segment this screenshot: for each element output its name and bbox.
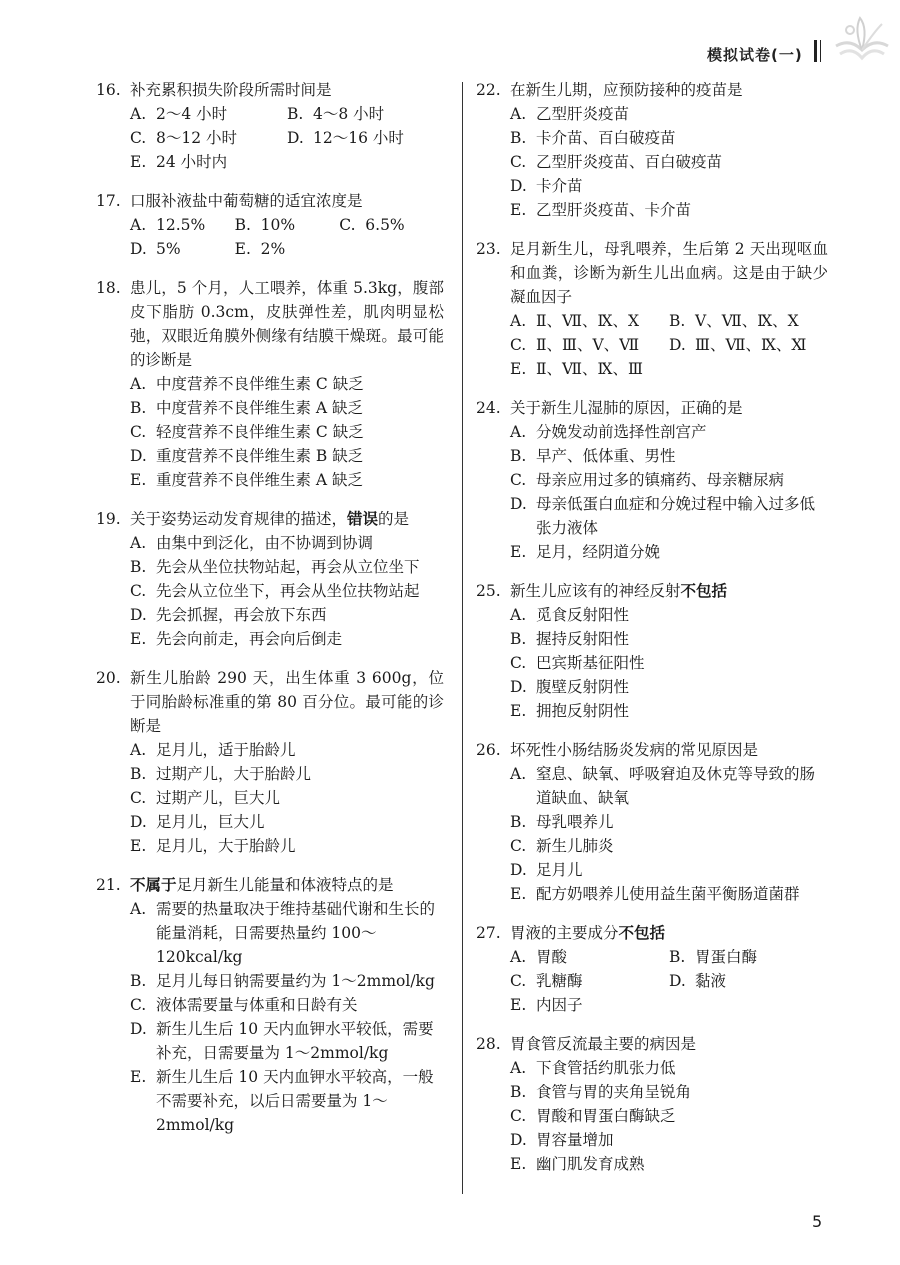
option-letter: B.	[234, 216, 251, 234]
option-text: 乙型肝炎疫苗、卡介苗	[536, 201, 692, 219]
question-text	[130, 189, 444, 213]
option-item	[510, 198, 828, 222]
emphasis-keyword: 不包括	[618, 924, 666, 942]
question-text-segment: 坏死性小肠结肠炎发病的常见原因是	[510, 741, 759, 759]
emphasis-keyword: 不包括	[680, 582, 728, 600]
option-item	[510, 150, 828, 174]
option-text: Ⅱ、Ⅶ、Ⅸ、Ⅲ	[536, 360, 643, 378]
option-item	[130, 372, 444, 396]
option-letter: C.	[510, 1107, 527, 1125]
option-item	[130, 102, 287, 126]
option-letter: B.	[130, 399, 147, 417]
emphasis-keyword: 不属于	[130, 876, 177, 894]
option-text: 胃酸和胃蛋白酶缺乏	[536, 1107, 676, 1125]
option-text: 幽门肌发育成熟	[536, 1155, 645, 1173]
question-text	[130, 507, 444, 531]
question-block	[476, 738, 828, 906]
option-text: 重度营养不良伴维生素 B 缺乏	[156, 447, 364, 465]
option-text: 母亲低蛋白血症和分娩过程中输入过多低张力液体	[536, 495, 816, 537]
question-text	[130, 276, 444, 372]
option-item	[130, 531, 444, 555]
option-text: 母亲应用过多的镇痛药、母亲糖尿病	[536, 471, 785, 489]
option-letter: A.	[510, 1059, 527, 1077]
option-text: 足月儿，大于胎龄儿	[156, 837, 296, 855]
option-letter: D.	[130, 1020, 147, 1038]
option-item	[510, 444, 828, 468]
question-text-segment: 关于新生儿湿肺的原因，正确的是	[510, 399, 743, 417]
option-item	[510, 1128, 828, 1152]
option-text: 内因子	[536, 996, 583, 1014]
option-letter: E.	[510, 885, 527, 903]
option-letter: D.	[669, 972, 686, 990]
option-item	[130, 969, 444, 993]
option-text: 胃容量增加	[536, 1131, 614, 1149]
question-number: 28.	[476, 1035, 501, 1053]
option-letter: B.	[669, 312, 686, 330]
option-item	[510, 102, 828, 126]
option-letter: E.	[130, 471, 147, 489]
option-letter: B.	[130, 558, 147, 576]
option-item	[510, 762, 828, 810]
option-item	[510, 969, 669, 993]
option-item	[339, 213, 444, 237]
option-letter: B.	[130, 972, 147, 990]
option-list	[96, 372, 444, 492]
question-block	[476, 1032, 828, 1176]
question-block	[476, 78, 828, 222]
option-text: 先会从坐位扶物站起，再会从立位坐下	[156, 558, 420, 576]
option-letter: A.	[130, 534, 147, 552]
question-text-segment: 足月新生儿能量和体液特点的是	[176, 876, 394, 894]
question-text	[130, 873, 444, 897]
question-number: 23.	[476, 240, 501, 258]
option-item	[130, 897, 444, 969]
option-text: 12.5%	[156, 216, 206, 234]
option-text: 胃酸	[536, 948, 568, 966]
question-block	[476, 237, 828, 381]
option-letter: A.	[510, 312, 527, 330]
question-text-segment: 补充累积损失阶段所需时间是	[130, 81, 332, 99]
emphasis-keyword: 错误	[347, 510, 379, 528]
right-column	[476, 78, 828, 1191]
question-text-segment: 新生儿应该有的神经反射	[510, 582, 681, 600]
option-letter: C.	[130, 129, 147, 147]
option-text: 5%	[156, 240, 181, 258]
option-text: Ⅱ、Ⅲ、Ⅴ、Ⅶ	[536, 336, 640, 354]
question-number: 16.	[96, 81, 121, 99]
question-number: 24.	[476, 399, 501, 417]
option-text: 乳糖酶	[536, 972, 583, 990]
question-block	[476, 396, 828, 564]
option-text: Ⅴ、Ⅶ、Ⅸ、Ⅹ	[695, 312, 799, 330]
option-text: 过期产儿，巨大儿	[156, 789, 281, 807]
option-item	[510, 174, 828, 198]
option-letter: A.	[510, 423, 527, 441]
option-item	[130, 213, 235, 237]
question-number: 18.	[96, 279, 121, 297]
option-letter: D.	[510, 177, 527, 195]
option-letter: D.	[510, 678, 527, 696]
option-item	[130, 603, 444, 627]
question-block	[96, 666, 444, 858]
question-text-segment: 在新生儿期，应预防接种的疫苗是	[510, 81, 743, 99]
option-text: 4～8 小时	[313, 105, 385, 123]
option-item	[510, 309, 669, 333]
option-letter: D.	[130, 447, 147, 465]
option-list	[96, 213, 444, 261]
option-text: 轻度营养不良伴维生素 C 缺乏	[156, 423, 364, 441]
option-item	[510, 675, 828, 699]
option-text: 窒息、缺氧、呼吸窘迫及休克等导致的肠道缺血、缺氧	[536, 765, 816, 807]
option-letter: B.	[510, 129, 527, 147]
question-stem	[476, 738, 828, 762]
option-item	[130, 1065, 444, 1137]
option-letter: C.	[510, 471, 527, 489]
option-item	[510, 468, 828, 492]
option-letter: A.	[130, 741, 147, 759]
option-list	[96, 897, 444, 1137]
option-text: 新生儿生后 10 天内血钾水平较高，一般不需要补充，以后日需要量为 1～2mmol/kg	[156, 1068, 434, 1134]
question-text	[510, 237, 828, 309]
question-text	[510, 78, 828, 102]
option-item	[287, 102, 444, 126]
option-text: 中度营养不良伴维生素 C 缺乏	[156, 375, 364, 393]
book-logo-icon	[830, 10, 894, 68]
option-letter: E.	[510, 543, 527, 561]
option-text: 腹壁反射阴性	[536, 678, 630, 696]
option-text: 24 小时内	[156, 153, 228, 171]
option-letter: D.	[510, 1131, 527, 1149]
option-item	[510, 1104, 828, 1128]
option-item	[510, 540, 828, 564]
option-item	[287, 126, 444, 150]
option-item	[669, 969, 828, 993]
option-letter: C.	[339, 216, 356, 234]
option-item	[130, 786, 444, 810]
option-text: 先会抓握，再会放下东西	[156, 606, 327, 624]
option-text: 重度营养不良伴维生素 A 缺乏	[156, 471, 364, 489]
question-stem	[476, 78, 828, 102]
question-text-segment: 新生儿胎龄 290 天，出生体重 3 600g，位于同胎龄标准重的第 80 百分位。最可能的诊断是	[130, 669, 444, 735]
option-text: 先会向前走，再会向后倒走	[156, 630, 343, 648]
option-letter: A.	[510, 105, 527, 123]
option-letter: C.	[130, 789, 147, 807]
question-block	[476, 579, 828, 723]
question-text	[510, 738, 828, 762]
option-text: 黏液	[695, 972, 727, 990]
option-item	[510, 810, 828, 834]
option-item	[130, 1017, 444, 1065]
option-letter: A.	[510, 606, 527, 624]
option-letter: B.	[669, 948, 686, 966]
question-number: 27.	[476, 924, 501, 942]
question-text-segment: 胃液的主要成分	[510, 924, 619, 942]
question-stem	[96, 78, 444, 102]
option-letter: D.	[510, 861, 527, 879]
option-item	[510, 492, 828, 540]
option-item	[510, 333, 669, 357]
option-letter: B.	[510, 630, 527, 648]
option-letter: D.	[130, 606, 147, 624]
question-stem	[476, 921, 828, 945]
option-text: 食管与胃的夹角呈锐角	[536, 1083, 692, 1101]
option-letter: A.	[130, 375, 147, 393]
option-letter: E.	[130, 153, 147, 171]
option-text: 母乳喂养儿	[536, 813, 614, 831]
option-letter: D.	[287, 129, 304, 147]
option-letter: C.	[130, 423, 147, 441]
question-text	[510, 579, 828, 603]
option-list	[96, 102, 444, 174]
option-item	[130, 420, 444, 444]
option-item	[130, 834, 444, 858]
option-text: 12～16 小时	[313, 129, 404, 147]
question-number: 20.	[96, 669, 121, 687]
option-item	[510, 993, 669, 1017]
option-item	[510, 357, 669, 381]
option-text: Ⅲ、Ⅶ、Ⅸ、Ⅺ	[695, 336, 807, 354]
left-column	[96, 78, 444, 1152]
option-item	[510, 627, 828, 651]
question-number: 21.	[96, 876, 121, 894]
question-block	[96, 276, 444, 492]
option-text: 足月，经阴道分娩	[536, 543, 661, 561]
question-stem	[96, 873, 444, 897]
option-letter: E.	[234, 240, 251, 258]
option-letter: D.	[130, 813, 147, 831]
option-text: Ⅱ、Ⅶ、Ⅸ、Ⅹ	[536, 312, 640, 330]
question-stem	[96, 666, 444, 738]
option-item	[510, 699, 828, 723]
option-letter: A.	[130, 105, 147, 123]
option-item	[130, 237, 235, 261]
header-title: 模拟试卷(一)	[707, 46, 803, 64]
option-item	[510, 834, 828, 858]
option-letter: E.	[510, 702, 527, 720]
question-text-segment: 患儿，5 个月，人工喂养，体重 5.3kg，腹部皮下脂肪 0.3cm，皮肤弹性差，肌肉明显松弛，双眼近角膜外侧缘有结膜干燥斑。最可能的诊断是	[130, 279, 444, 369]
option-item	[669, 333, 828, 357]
option-letter: C.	[130, 582, 147, 600]
question-text	[130, 666, 444, 738]
option-item	[130, 468, 444, 492]
option-letter: E.	[510, 1155, 527, 1173]
question-stem	[96, 507, 444, 531]
option-letter: E.	[130, 1068, 147, 1086]
option-item	[510, 945, 669, 969]
option-item	[510, 1152, 828, 1176]
question-stem	[476, 1032, 828, 1056]
option-text: 卡介苗、百白破疫苗	[536, 129, 676, 147]
option-text: 拥抱反射阴性	[536, 702, 630, 720]
option-letter: D.	[669, 336, 686, 354]
option-letter: C.	[510, 972, 527, 990]
option-item	[235, 237, 340, 261]
option-text: 握持反射阳性	[536, 630, 630, 648]
option-text: 8～12 小时	[156, 129, 238, 147]
question-stem	[96, 189, 444, 213]
option-text: 觅食反射阳性	[536, 606, 630, 624]
question-number: 22.	[476, 81, 501, 99]
option-item	[235, 213, 340, 237]
question-block	[476, 921, 828, 1017]
option-letter: B.	[510, 813, 527, 831]
option-text: 乙型肝炎疫苗、百白破疫苗	[536, 153, 723, 171]
option-letter: E.	[130, 630, 147, 648]
page-number: 5	[812, 1212, 823, 1231]
option-item	[510, 126, 828, 150]
question-text	[510, 1032, 828, 1056]
question-stem	[476, 579, 828, 603]
option-text: 胃蛋白酶	[695, 948, 758, 966]
question-text-segment: 的是	[378, 510, 410, 528]
option-item	[510, 1080, 828, 1104]
option-list	[476, 309, 828, 381]
option-item	[130, 810, 444, 834]
option-letter: C.	[510, 837, 527, 855]
option-text: 下食管括约肌张力低	[536, 1059, 676, 1077]
question-block	[96, 507, 444, 651]
question-text-segment: 关于姿势运动发育规律的描述，	[130, 510, 348, 528]
option-item	[510, 1056, 828, 1080]
question-text	[510, 396, 828, 420]
option-item	[130, 993, 444, 1017]
option-item	[130, 444, 444, 468]
question-text-segment: 胃食管反流最主要的病因是	[510, 1035, 697, 1053]
option-text: 过期产儿，大于胎龄儿	[156, 765, 312, 783]
option-letter: E.	[510, 996, 527, 1014]
option-text: 分娩发动前选择性剖宫产	[536, 423, 707, 441]
option-text: 由集中到泛化，由不协调到协调	[156, 534, 374, 552]
header-divider	[814, 40, 817, 62]
question-number: 25.	[476, 582, 501, 600]
option-list	[476, 420, 828, 564]
option-text: 10%	[260, 216, 296, 234]
option-text: 巴宾斯基征阳性	[536, 654, 645, 672]
option-letter: C.	[510, 654, 527, 672]
option-item	[510, 858, 828, 882]
option-text: 早产、低体重、男性	[536, 447, 676, 465]
option-letter: D.	[510, 495, 527, 513]
option-text: 先会从立位坐下，再会从坐位扶物站起	[156, 582, 420, 600]
option-letter: A.	[510, 948, 527, 966]
option-text: 需要的热量取决于维持基础代谢和生长的能量消耗，日需要热量约 100～120kcal/kg	[156, 900, 436, 966]
option-text: 2～4 小时	[156, 105, 228, 123]
option-letter: A.	[510, 765, 527, 783]
question-stem	[476, 237, 828, 309]
option-text: 中度营养不良伴维生素 A 缺乏	[156, 399, 364, 417]
option-list	[96, 738, 444, 858]
option-item	[130, 396, 444, 420]
question-number: 26.	[476, 741, 501, 759]
option-item	[130, 579, 444, 603]
option-text: 6.5%	[365, 216, 405, 234]
question-text-segment: 足月新生儿，母乳喂养，生后第 2 天出现呕血和血粪，诊断为新生儿出血病。这是由于缺少凝血因子	[510, 240, 828, 306]
column-divider	[462, 82, 463, 1194]
question-stem	[96, 276, 444, 372]
question-text-segment: 口服补液盐中葡萄糖的适宜浓度是	[130, 192, 363, 210]
option-text: 足月儿，巨大儿	[156, 813, 265, 831]
option-item	[510, 651, 828, 675]
option-item	[510, 420, 828, 444]
option-item	[130, 627, 444, 651]
option-text: 新生儿生后 10 天内血钾水平较低，需要补充，日需要量为 1～2mmol/kg	[156, 1020, 434, 1062]
option-letter: B.	[510, 447, 527, 465]
option-item	[669, 945, 828, 969]
option-list	[476, 603, 828, 723]
option-text: 乙型肝炎疫苗	[536, 105, 630, 123]
option-letter: E.	[510, 201, 527, 219]
option-letter: D.	[130, 240, 147, 258]
option-letter: C.	[510, 153, 527, 171]
option-letter: C.	[130, 996, 147, 1014]
option-item	[669, 309, 828, 333]
question-number: 19.	[96, 510, 121, 528]
option-text: 配方奶喂养儿使用益生菌平衡肠道菌群	[536, 885, 800, 903]
option-item	[510, 882, 828, 906]
option-item	[130, 126, 287, 150]
question-stem	[476, 396, 828, 420]
option-text: 足月儿，适于胎龄儿	[156, 741, 296, 759]
option-letter: B.	[287, 105, 304, 123]
option-letter: E.	[130, 837, 147, 855]
question-number: 17.	[96, 192, 121, 210]
question-text	[130, 78, 444, 102]
option-letter: A.	[130, 900, 147, 918]
option-text: 新生儿肺炎	[536, 837, 614, 855]
option-letter: E.	[510, 360, 527, 378]
option-list	[476, 762, 828, 906]
question-block	[96, 189, 444, 261]
option-text: 液体需要量与体重和日龄有关	[156, 996, 358, 1014]
option-text: 2%	[260, 240, 286, 258]
question-block	[96, 873, 444, 1137]
header-divider-thin	[820, 40, 821, 62]
option-text: 足月儿每日钠需要量约为 1～2mmol/kg	[156, 972, 435, 990]
option-letter: B.	[130, 765, 147, 783]
option-letter: C.	[510, 336, 527, 354]
option-list	[476, 945, 828, 1017]
option-text: 足月儿	[536, 861, 583, 879]
question-block	[96, 78, 444, 174]
option-item	[510, 603, 828, 627]
option-list	[476, 102, 828, 222]
option-list	[476, 1056, 828, 1176]
option-list	[96, 531, 444, 651]
option-text: 卡介苗	[536, 177, 583, 195]
option-item	[130, 738, 444, 762]
option-item	[130, 762, 444, 786]
question-text	[510, 921, 828, 945]
option-item	[130, 150, 287, 174]
option-letter: A.	[130, 216, 147, 234]
option-letter: B.	[510, 1083, 527, 1101]
option-item	[130, 555, 444, 579]
